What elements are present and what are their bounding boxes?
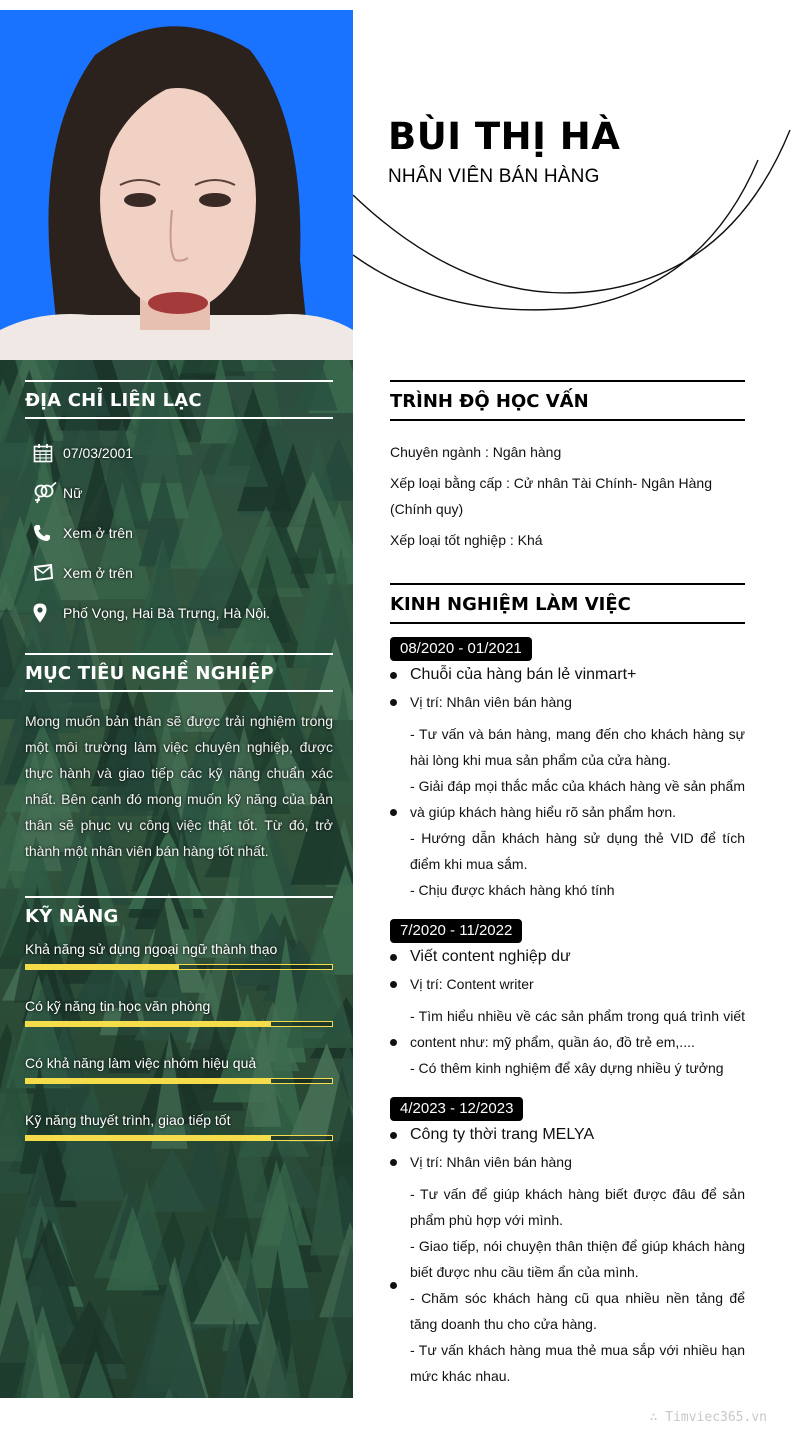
experience-item: [390, 919, 745, 1081]
job-role: Vị trí: Nhân viên bán hàng: [410, 694, 572, 710]
left-content: [25, 380, 333, 1141]
contact-gender-value: Nữ: [63, 485, 83, 501]
objective-text: Mong muốn bản thân sẽ được trải nghiệm trong một môi trường làm việc chuyên nghiệp, được thực hành và giao tiếp các kỹ năng chuẩn xác nhất. Bên cạnh đó mong muốn kỹ năng của bản thân sẽ phục vụ công việc thật tốt. Từ đó, trở thành một nhân viên bán hàng tốt nhất.: [25, 713, 333, 859]
job-description-line: - Giải đáp mọi thắc mắc của khách hàng về sản phẩm và giúp khách hàng hiểu rõ sản phẩm hơn.: [410, 778, 745, 820]
job-role-row: [390, 1149, 745, 1175]
profile-photo: [0, 10, 353, 360]
bullet-icon: [390, 1159, 410, 1166]
contact-list: [33, 433, 333, 633]
job-role: Vị trí: Content writer: [410, 976, 534, 992]
job-description-line: - Tư vấn và bán hàng, mang đến cho khách hàng sự hài lòng khi mua sản phẩm của cửa hàng.: [410, 726, 745, 768]
job-role: Vị trí: Nhân viên bán hàng: [410, 1154, 572, 1170]
job-description: [410, 721, 745, 903]
watermark-logo: ∴ Timviec365.vn: [649, 1410, 767, 1425]
contact-item-gender: [33, 473, 333, 513]
contact-email-value: Xem ở trên: [63, 565, 133, 581]
job-role-row: [390, 971, 745, 997]
bullet-icon: [390, 672, 410, 679]
job-company: Viết content nghiệp dư: [410, 948, 571, 965]
skill-label: Khả năng sử dụng ngoại ngữ thành thạo: [25, 941, 278, 957]
experience-section-title: KINH NGHIỆM LÀM VIỆC: [390, 583, 745, 624]
job-description-row: [390, 1181, 745, 1389]
skill-progress-fill: [26, 1136, 271, 1140]
job-company-row: [390, 1123, 745, 1147]
education-major: Chuyên ngành : Ngân hàng: [390, 444, 562, 460]
location-pin-icon: [33, 603, 63, 623]
skill-progress-fill: [26, 965, 179, 969]
job-date-badge: 4/2023 - 12/2023: [390, 1097, 523, 1121]
skills-section-title: KỸ NĂNG: [25, 896, 333, 931]
job-description-line: - Chịu được khách hàng khó tính: [410, 882, 615, 898]
skill-item: [25, 994, 333, 1027]
bullet-icon: [390, 954, 410, 961]
contact-item-birthday: [33, 433, 333, 473]
skill-progress-bar: [25, 1135, 333, 1141]
experience-item: [390, 637, 745, 903]
skill-item: [25, 937, 333, 970]
calendar-icon: [33, 443, 63, 463]
job-company: Chuỗi của hàng bán lẻ vinmart+: [410, 666, 637, 683]
job-description-line: - Hướng dẫn khách hàng sử dụng thẻ VID để tích điểm khi mua sắm.: [410, 830, 745, 872]
skill-progress-bar: [25, 1078, 333, 1084]
email-icon: [33, 564, 63, 582]
forest-tree-shape: [180, 360, 245, 376]
job-description-line: - Tìm hiểu nhiều về các sản phẩm trong quá trình viết content như: mỹ phẩm, quần áo, đồ trẻ em,....: [410, 1008, 745, 1050]
contact-item-phone: [33, 513, 333, 553]
contact-item-address: [33, 593, 333, 633]
job-description: [410, 1003, 745, 1081]
bullet-icon: [390, 1039, 410, 1046]
skill-label: Có kỹ năng tin học văn phòng: [25, 998, 211, 1014]
contact-section-title: ĐỊA CHỈ LIÊN LẠC: [25, 380, 333, 419]
job-description: [410, 1181, 745, 1389]
job-company: Công ty thời trang MELYA: [410, 1126, 595, 1143]
skill-progress-bar: [25, 964, 333, 970]
experience-item: [390, 1097, 745, 1389]
skill-label: Kỹ năng thuyết trình, giao tiếp tốt: [25, 1112, 231, 1128]
job-description-line: - Giao tiếp, nói chuyện thân thiện để giúp khách hàng biết được nhu cầu tiềm ẩn của mình.: [410, 1238, 745, 1280]
job-description-line: - Tư vấn khách hàng mua thẻ mua sắp với nhiều hạn mức khác nhau.: [410, 1342, 745, 1384]
job-description-row: [390, 721, 745, 903]
job-description-line: - Có thêm kinh nghiệm để xây dựng nhiều ý tưởng: [410, 1060, 724, 1076]
education-section-title: TRÌNH ĐỘ HỌC VẤN: [390, 380, 745, 421]
contact-address-value: Phố Vọng, Hai Bà Trưng, Hà Nội.: [63, 605, 271, 621]
job-description-row: [390, 1003, 745, 1081]
candidate-position: NHÂN VIÊN BÁN HÀNG: [388, 166, 600, 187]
bullet-icon: [390, 699, 410, 706]
skill-label: Có khả năng làm việc nhóm hiệu quả: [25, 1055, 257, 1071]
skill-progress-bar: [25, 1021, 333, 1027]
skill-progress-fill: [26, 1022, 271, 1026]
objective-section-title: MỤC TIÊU NGHỀ NGHIỆP: [25, 653, 333, 692]
education-details: [390, 439, 745, 553]
bullet-icon: [390, 1132, 410, 1139]
bullet-icon: [390, 809, 410, 816]
name-block: [388, 115, 620, 188]
left-column: [0, 10, 353, 1398]
job-role-row: [390, 689, 745, 715]
education-grade: Xếp loại tốt nghiệp : Khá: [390, 532, 543, 548]
right-content: [390, 380, 745, 1389]
job-date-badge: 08/2020 - 01/2021: [390, 637, 532, 661]
candidate-name: BÙI THỊ HÀ: [388, 115, 621, 158]
contact-item-email: [33, 553, 333, 593]
gender-icon: [33, 482, 63, 504]
contact-birthday-value: 07/03/2001: [63, 445, 134, 461]
contact-phone-value: Xem ở trên: [63, 525, 133, 541]
skill-item: [25, 1108, 333, 1141]
bullet-icon: [390, 1282, 410, 1289]
bullet-icon: [390, 981, 410, 988]
job-description-line: - Chăm sóc khách hàng cũ qua nhiều nền tảng để tăng doanh thu cho cửa hàng.: [410, 1290, 745, 1332]
job-date-badge: 7/2020 - 11/2022: [390, 919, 522, 943]
skill-item: [25, 1051, 333, 1084]
job-company-row: [390, 663, 745, 687]
skills-list: [25, 937, 333, 1141]
education-degree: Xếp loại bằng cấp : Cử nhân Tài Chính- Ngân Hàng (Chính quy): [390, 475, 712, 517]
job-description-line: - Tư vấn để giúp khách hàng biết được đâu để sản phẩm phù hợp với mình.: [410, 1186, 745, 1228]
skill-progress-fill: [26, 1079, 271, 1083]
phone-icon: [33, 524, 63, 542]
job-company-row: [390, 945, 745, 969]
